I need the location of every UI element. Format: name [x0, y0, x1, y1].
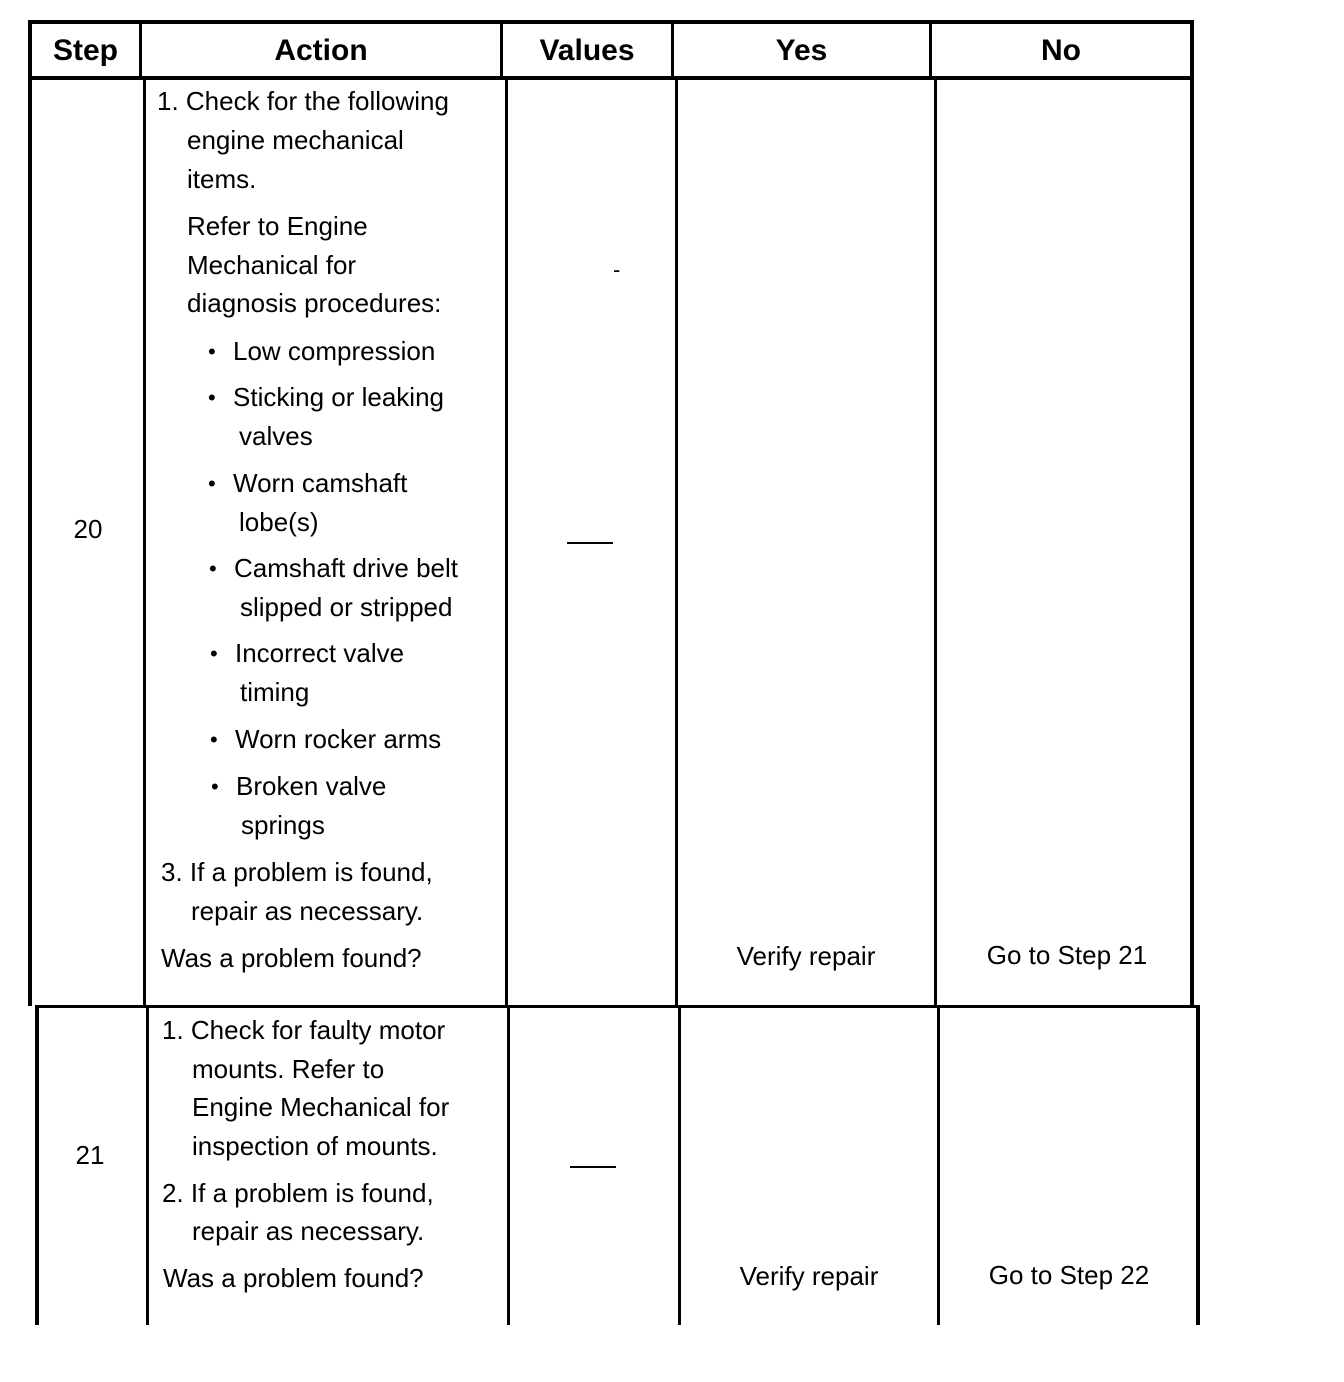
column-line-step-action	[146, 1005, 149, 1325]
header-divider	[28, 76, 1194, 80]
bullet-icon: •	[210, 641, 218, 666]
values-dash	[567, 542, 613, 544]
bullet-item: valves	[239, 421, 313, 451]
bullet-item: Worn camshaft	[233, 468, 408, 498]
bullet-icon: •	[208, 471, 216, 496]
values-mark: -	[613, 257, 621, 282]
action-line: 1. Check for the following	[157, 86, 449, 116]
no-action: Go to Step 22	[988, 1260, 1150, 1290]
header-step: Step	[52, 34, 118, 67]
bullet-item: Camshaft drive belt	[234, 553, 458, 583]
column-line-action-values	[505, 78, 508, 1008]
action-line: repair as necessary.	[191, 896, 424, 926]
action-line: Engine Mechanical for	[192, 1092, 450, 1122]
header-yes: Yes	[775, 34, 828, 67]
column-line-right	[1190, 20, 1194, 1006]
action-line: engine mechanical	[187, 125, 404, 155]
bullet-icon: •	[211, 774, 219, 799]
column-line-values-yes	[675, 78, 678, 1008]
column-line-left	[28, 20, 32, 1006]
no-action: Go to Step 21	[986, 940, 1148, 970]
row-divider	[36, 1005, 1198, 1008]
bullet-item: springs	[241, 810, 325, 840]
header-action: Action	[274, 34, 368, 67]
question-text: Was a problem found?	[163, 1263, 424, 1293]
values-dash	[570, 1166, 616, 1168]
action-line: items.	[187, 164, 257, 194]
bullet-item: lobe(s)	[239, 507, 319, 537]
bullet-item: Low compression	[233, 336, 436, 366]
column-line-step-action	[143, 78, 146, 1008]
action-line: 1. Check for faulty motor	[162, 1015, 446, 1045]
action-line: repair as necessary.	[192, 1216, 425, 1246]
action-line: inspection of mounts.	[192, 1131, 438, 1161]
action-line: 3. If a problem is found,	[161, 857, 433, 887]
action-line: Mechanical for	[187, 250, 357, 280]
bullet-item: Broken valve	[236, 771, 387, 801]
header-values: Values	[539, 34, 635, 67]
bullet-item: Worn rocker arms	[235, 724, 442, 754]
bullet-icon: •	[209, 556, 217, 581]
action-line: mounts. Refer to	[192, 1054, 385, 1084]
action-line: Refer to Engine	[187, 211, 368, 241]
bullet-item: Incorrect valve	[235, 638, 405, 668]
bullet-item: Sticking or leaking	[233, 382, 444, 412]
question-text: Was a problem found?	[161, 943, 422, 973]
column-line-left	[35, 1005, 39, 1325]
bullet-icon: •	[210, 727, 218, 752]
bullet-icon: •	[208, 385, 216, 410]
step-number: 21	[75, 1140, 105, 1170]
column-line-yes-no	[934, 78, 937, 1008]
header-no: No	[1041, 34, 1081, 67]
column-line-action-values	[507, 1005, 510, 1325]
step-number: 20	[73, 514, 103, 544]
action-line: 2. If a problem is found,	[162, 1178, 434, 1208]
action-line: diagnosis procedures:	[187, 288, 442, 318]
bullet-item: slipped or stripped	[240, 592, 453, 622]
yes-action: Verify repair	[739, 1261, 879, 1291]
bullet-icon: •	[208, 339, 216, 364]
yes-action: Verify repair	[736, 941, 876, 971]
bullet-item: timing	[240, 677, 310, 707]
table-border-top	[28, 20, 1194, 24]
